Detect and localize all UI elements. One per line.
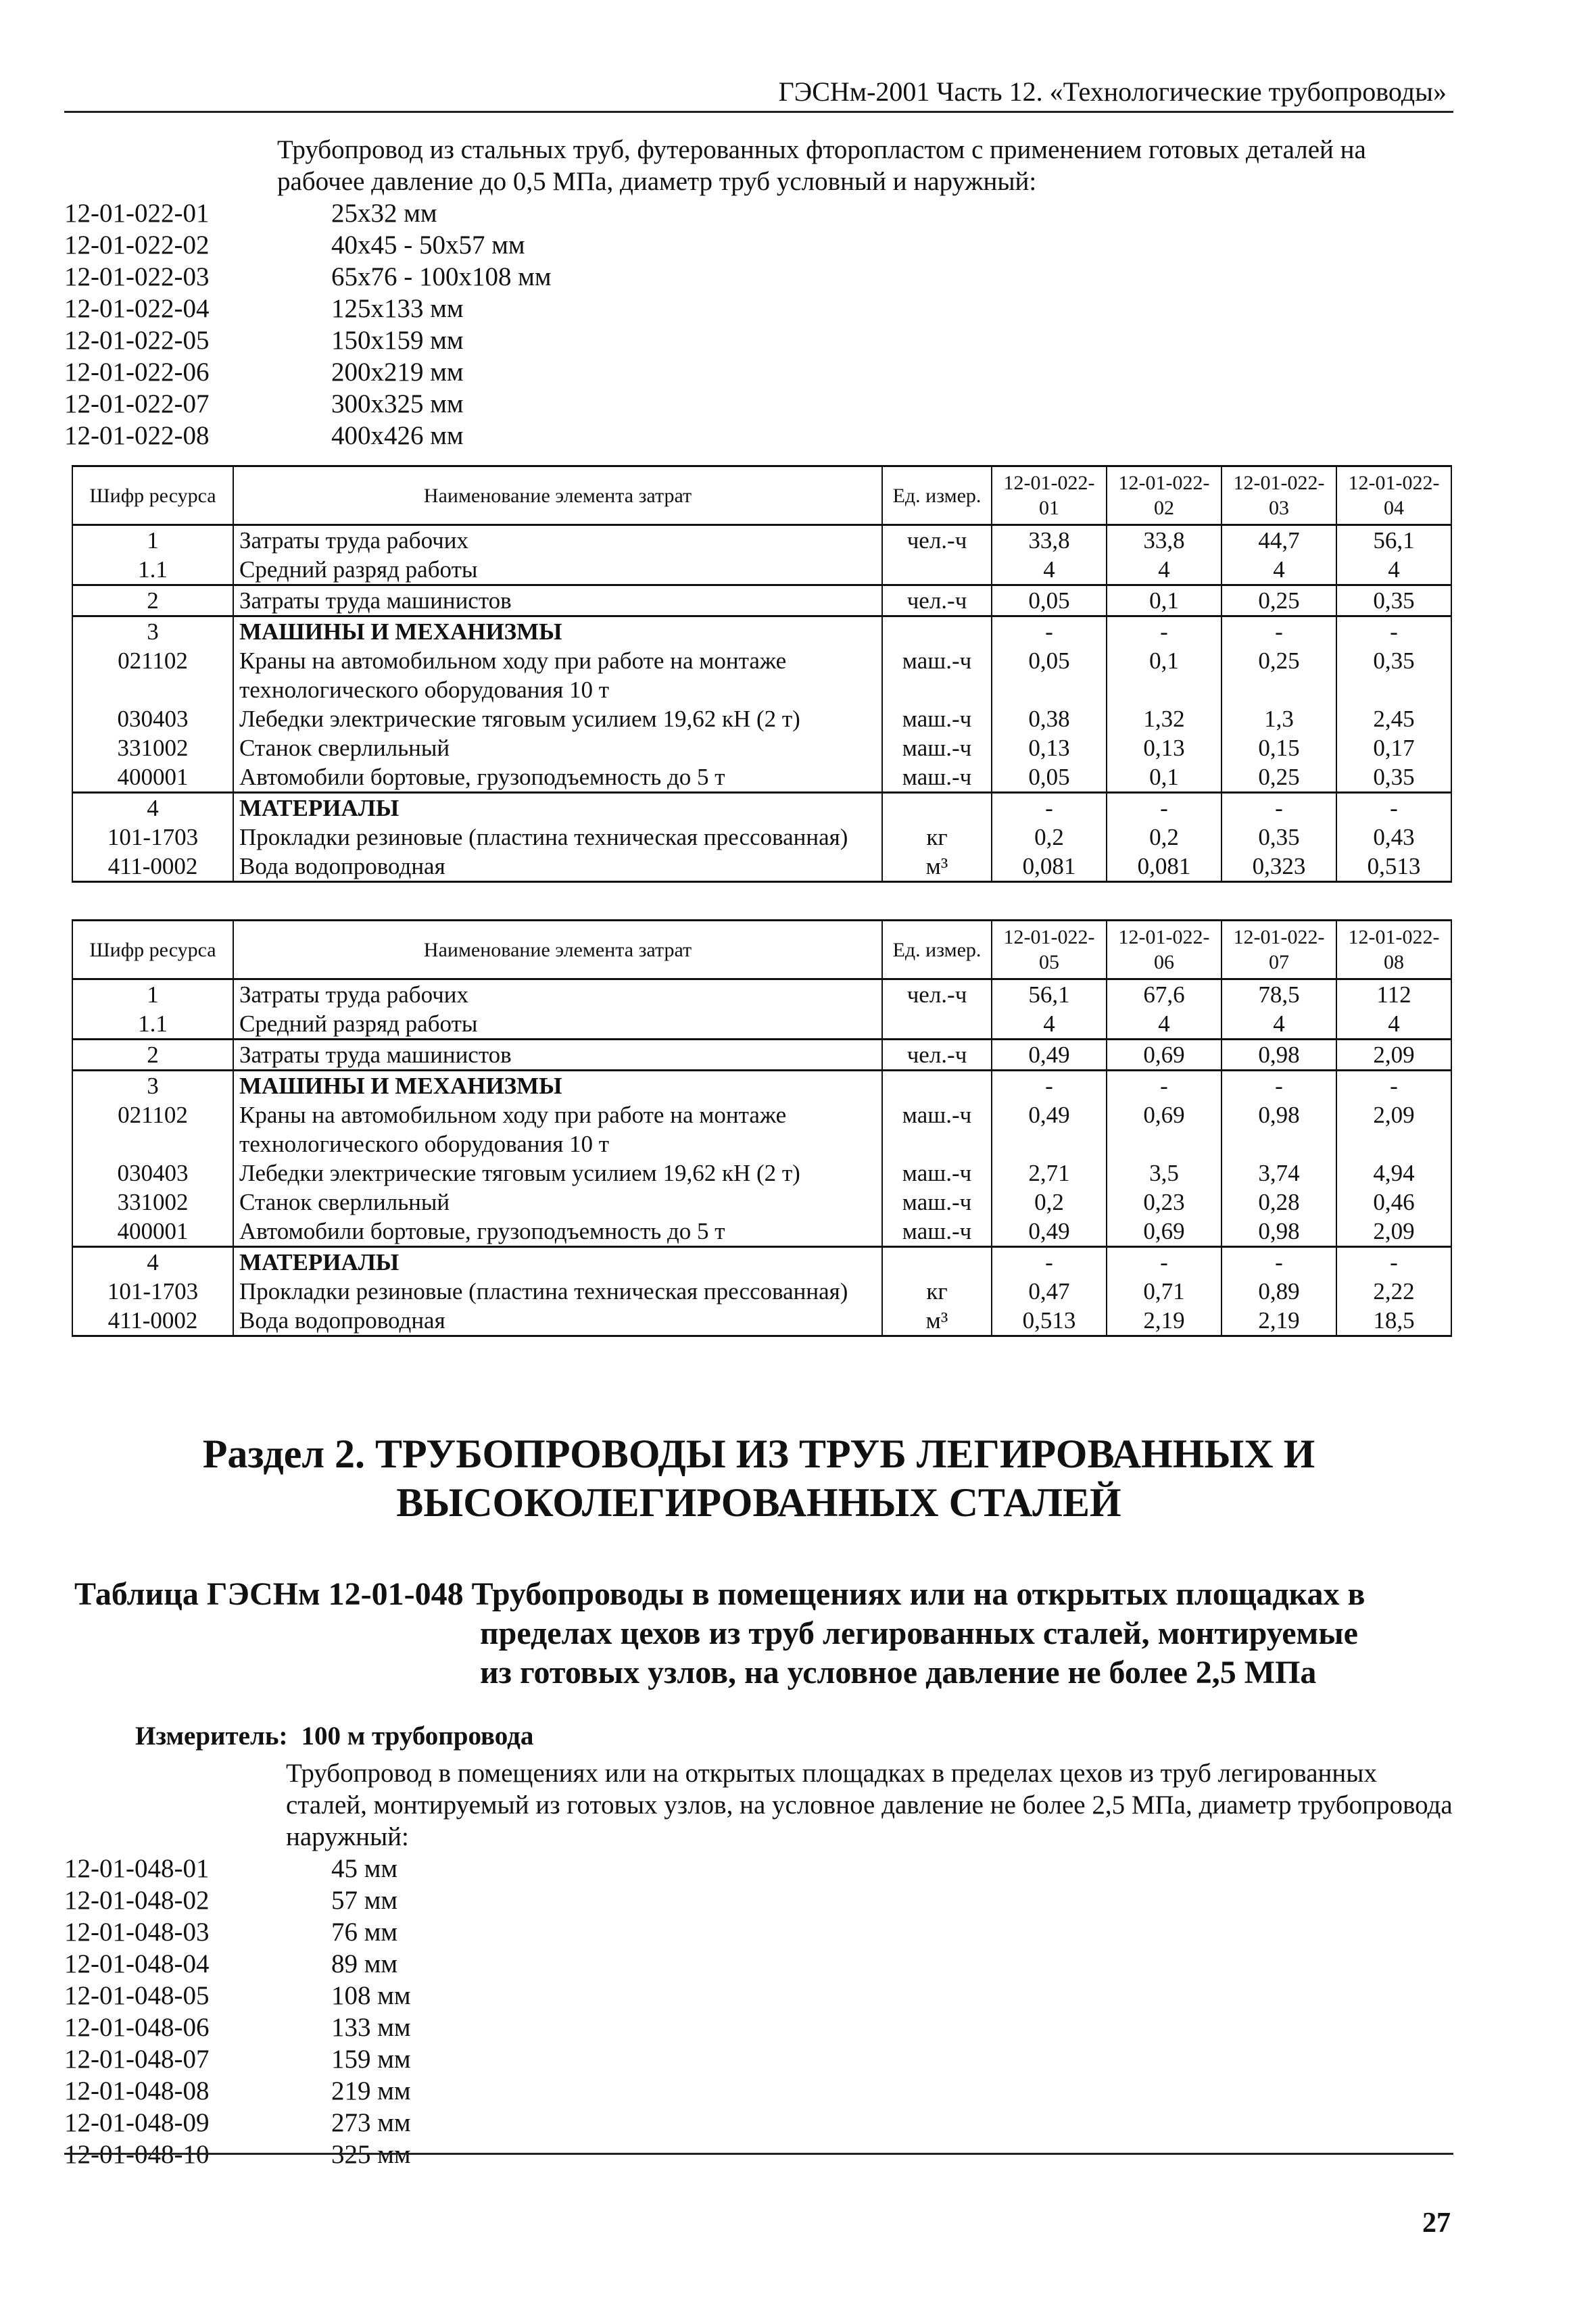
table-header-row	[72, 921, 1451, 979]
cell-name: Станок сверлильный	[233, 1188, 882, 1217]
cell-name: МАШИНЫ И МЕХАНИЗМЫ	[233, 616, 882, 647]
cell-value: -	[1336, 1247, 1451, 1277]
cell-value: 0,1	[1107, 762, 1222, 793]
cell-name: Краны на автомобильном ходу при работе на монтаже технологического оборудования 10 т	[233, 646, 882, 704]
cell-value: 56,1	[992, 979, 1107, 1010]
cell-code: 1	[72, 979, 233, 1010]
table-row	[72, 585, 1451, 616]
table-row	[72, 1071, 1451, 1101]
table-row	[72, 1159, 1451, 1188]
cell-name: Средний разряд работы	[233, 555, 882, 585]
cell-value: 2,19	[1222, 1306, 1336, 1336]
cell-code: 101-1703	[72, 1277, 233, 1306]
cell-value: 4	[1107, 1009, 1222, 1040]
table-title-line-1: Таблица ГЭСНм 12-01-048 Трубопроводы в помещениях или на открытых площадках в	[74, 1576, 1365, 1612]
item-code: 12-01-022-01	[64, 199, 210, 228]
cell-value: 4	[992, 1009, 1107, 1040]
item-code: 12-01-048-05	[64, 1981, 210, 2010]
item-code: 12-01-022-02	[64, 230, 210, 260]
header-col-3: 12-01-022-07	[1222, 921, 1336, 979]
cell-value: 1,32	[1107, 704, 1222, 733]
header-col-2: 12-01-022-02	[1107, 466, 1222, 525]
cell-value: 0,2	[992, 823, 1107, 852]
cell-value: 0,05	[992, 585, 1107, 616]
header-col-4: 12-01-022-04	[1336, 466, 1451, 525]
cell-value: 2,09	[1336, 1100, 1451, 1159]
item-code: 12-01-048-08	[64, 2076, 210, 2105]
cell-code: 3	[72, 1071, 233, 1101]
cell-unit: кг	[882, 1277, 992, 1306]
item-size: 57 мм	[331, 1886, 398, 1915]
header-unit: Ед. измер.	[882, 921, 992, 979]
cell-value: 0,2	[992, 1188, 1107, 1217]
table-row	[72, 1217, 1451, 1247]
item-size: 45 мм	[331, 1854, 398, 1883]
cell-name: Краны на автомобильном ходу при работе на монтаже технологического оборудования 10 т	[233, 1100, 882, 1159]
cell-unit: чел.-ч	[882, 1040, 992, 1071]
cell-value: 0,15	[1222, 733, 1336, 762]
cell-name: Средний разряд работы	[233, 1009, 882, 1040]
cell-value: 33,8	[992, 525, 1107, 556]
meter-label: Измеритель:	[135, 1722, 288, 1751]
cell-value: 0,17	[1336, 733, 1451, 762]
cell-value: 18,5	[1336, 1306, 1451, 1336]
item-size: 125х133 мм	[331, 294, 464, 323]
cell-code: 030403	[72, 1159, 233, 1188]
item-code: 12-01-022-05	[64, 326, 210, 355]
cell-unit: чел.-ч	[882, 585, 992, 616]
cell-value: -	[1222, 1071, 1336, 1101]
cell-code: 101-1703	[72, 823, 233, 852]
cell-value: 0,23	[1107, 1188, 1222, 1217]
cell-value: 0,89	[1222, 1277, 1336, 1306]
bottom-rule	[64, 2153, 1453, 2155]
item-code: 12-01-022-08	[64, 421, 210, 450]
cell-code: 331002	[72, 733, 233, 762]
item-code: 12-01-048-10	[64, 2140, 210, 2169]
cell-value: 4	[1336, 1009, 1451, 1040]
cell-value: 0,25	[1222, 585, 1336, 616]
item-code: 12-01-048-06	[64, 2013, 210, 2042]
cell-value: 0,98	[1222, 1217, 1336, 1247]
cell-value: 0,69	[1107, 1100, 1222, 1159]
table-row	[72, 852, 1451, 882]
table-row	[72, 704, 1451, 733]
header-name: Наименование элемента затрат	[233, 466, 882, 525]
cell-value: 4	[1222, 555, 1336, 585]
cell-value: -	[1336, 793, 1451, 823]
table-row	[72, 979, 1451, 1010]
cell-code: 2	[72, 1040, 233, 1071]
cell-name: Автомобили бортовые, грузоподъемность до 5 т	[233, 762, 882, 793]
cell-code: 021102	[72, 646, 233, 704]
cell-value: -	[1222, 1247, 1336, 1277]
cell-value: 0,081	[1107, 852, 1222, 882]
table-row	[72, 1040, 1451, 1071]
cell-value: 0,13	[1107, 733, 1222, 762]
header-name: Наименование элемента затрат	[233, 921, 882, 979]
header-col-3: 12-01-022-03	[1222, 466, 1336, 525]
cell-code: 400001	[72, 762, 233, 793]
table-row	[72, 1247, 1451, 1277]
cell-unit	[882, 1071, 992, 1101]
cell-value: 3,5	[1107, 1159, 1222, 1188]
cell-value: 0,05	[992, 646, 1107, 704]
cell-unit: кг	[882, 823, 992, 852]
cell-value: 56,1	[1336, 525, 1451, 556]
cell-value: -	[1107, 616, 1222, 647]
cell-value: 4	[1222, 1009, 1336, 1040]
intro-description: Трубопровод из стальных труб, футерованных фторопластом с применением готовых деталей на рабочее давление до 0,5 МПа, диаметр труб условный и наружный:	[277, 135, 1366, 196]
table-header-row	[72, 466, 1451, 525]
cell-value: 4	[1107, 555, 1222, 585]
cell-value: 0,71	[1107, 1277, 1222, 1306]
item-size: 400х426 мм	[331, 421, 464, 450]
item-size: 133 мм	[331, 2013, 411, 2042]
item-code: 12-01-048-04	[64, 1949, 210, 1978]
table-row	[72, 646, 1451, 704]
cell-name: Прокладки резиновые (пластина техническая прессованная)	[233, 823, 882, 852]
cell-code: 4	[72, 1247, 233, 1277]
cell-value: 4	[1336, 555, 1451, 585]
cell-value: 112	[1336, 979, 1451, 1010]
cell-value: 0,38	[992, 704, 1107, 733]
table-title-line-2: пределах цехов из труб легированных сталей, монтируемые	[480, 1615, 1358, 1651]
cell-code: 1.1	[72, 555, 233, 585]
intro-section-048	[64, 1757, 1453, 2170]
item-size: 325 мм	[331, 2140, 411, 2169]
cell-unit: маш.-ч	[882, 762, 992, 793]
cell-value: 0,35	[1222, 823, 1336, 852]
cell-value: 0,35	[1336, 762, 1451, 793]
cell-unit	[882, 616, 992, 647]
cell-value: 0,28	[1222, 1188, 1336, 1217]
cell-value: 0,98	[1222, 1040, 1336, 1071]
cell-value: 3,74	[1222, 1159, 1336, 1188]
item-size: 300х325 мм	[331, 389, 464, 418]
cell-value: 0,513	[1336, 852, 1451, 882]
cell-value: 0,35	[1336, 646, 1451, 704]
cell-name: Лебедки электрические тяговым усилием 19,62 кН (2 т)	[233, 704, 882, 733]
code-list	[64, 1853, 1453, 2170]
cell-code: 411-0002	[72, 1306, 233, 1336]
table-row	[72, 793, 1451, 823]
section-title-line-2: ВЫСОКОЛЕГИРОВАННЫХ СТАЛЕЙ	[396, 1480, 1121, 1525]
cell-name: Затраты труда машинистов	[233, 1040, 882, 1071]
cell-value: 0,69	[1107, 1040, 1222, 1071]
cell-code: 1.1	[72, 1009, 233, 1040]
cell-unit: маш.-ч	[882, 646, 992, 704]
cell-value: 0,513	[992, 1306, 1107, 1336]
cell-value: -	[1336, 1071, 1451, 1101]
cell-name: Затраты труда рабочих	[233, 979, 882, 1010]
item-code: 12-01-022-03	[64, 262, 210, 291]
meter	[135, 1720, 1453, 1752]
table-row	[72, 525, 1451, 556]
table-row	[72, 1100, 1451, 1159]
table-row	[72, 555, 1451, 585]
table-row	[72, 762, 1451, 793]
cell-name: МАТЕРИАЛЫ	[233, 793, 882, 823]
cell-value: -	[1107, 1247, 1222, 1277]
cell-value: 2,09	[1336, 1217, 1451, 1247]
cell-value: 0,69	[1107, 1217, 1222, 1247]
item-size: 159 мм	[331, 2045, 411, 2074]
cell-value: -	[1107, 793, 1222, 823]
cell-value: -	[1336, 616, 1451, 647]
cell-name: Затраты труда машинистов	[233, 585, 882, 616]
item-code: 12-01-048-09	[64, 2108, 210, 2137]
cell-code: 030403	[72, 704, 233, 733]
table-row	[72, 1009, 1451, 1040]
page-number: 27	[1422, 2208, 1451, 2239]
cell-value: 2,22	[1336, 1277, 1451, 1306]
item-code: 12-01-022-07	[64, 389, 210, 418]
cell-name: Станок сверлильный	[233, 733, 882, 762]
cell-value: 0,49	[992, 1040, 1107, 1071]
cell-value: 4,94	[1336, 1159, 1451, 1188]
cell-value: -	[1222, 793, 1336, 823]
running-title: ГЭСНм-2001 Часть 12. «Технологические трубопроводы»	[778, 76, 1447, 107]
cell-code: 400001	[72, 1217, 233, 1247]
cell-value: -	[992, 1071, 1107, 1101]
cell-unit: маш.-ч	[882, 1188, 992, 1217]
cell-name: Затраты труда рабочих	[233, 525, 882, 556]
cell-value: -	[1222, 616, 1336, 647]
table-row	[72, 1306, 1451, 1336]
cell-value: 0,25	[1222, 646, 1336, 704]
header-col-2: 12-01-022-06	[1107, 921, 1222, 979]
cell-value: 67,6	[1107, 979, 1222, 1010]
table-title-line-3: из готовых узлов, на условное давление не более 2,5 МПа	[480, 1655, 1317, 1690]
cell-unit: маш.-ч	[882, 704, 992, 733]
cell-value: 2,19	[1107, 1306, 1222, 1336]
meter-value: 100 м трубопровода	[301, 1722, 534, 1751]
cell-unit	[882, 793, 992, 823]
cell-value: 4	[992, 555, 1107, 585]
cell-unit: маш.-ч	[882, 1159, 992, 1188]
header-unit: Ед. измер.	[882, 466, 992, 525]
item-size: 273 мм	[331, 2108, 411, 2137]
header-code: Шифр ресурса	[72, 921, 233, 979]
cell-code: 331002	[72, 1188, 233, 1217]
item-code: 12-01-048-07	[64, 2045, 210, 2074]
cell-value: 0,2	[1107, 823, 1222, 852]
cell-code: 021102	[72, 1100, 233, 1159]
cell-value: 0,49	[992, 1217, 1107, 1247]
table-row	[72, 1188, 1451, 1217]
cell-value: -	[992, 1247, 1107, 1277]
cell-value: 0,98	[1222, 1100, 1336, 1159]
cell-unit: м³	[882, 852, 992, 882]
item-code: 12-01-048-01	[64, 1854, 210, 1883]
item-size: 150х159 мм	[331, 326, 464, 355]
cell-value: 0,35	[1336, 585, 1451, 616]
cell-unit: маш.-ч	[882, 1217, 992, 1247]
cell-name: Автомобили бортовые, грузоподъемность до 5 т	[233, 1217, 882, 1247]
cell-value: 0,05	[992, 762, 1107, 793]
cell-value: 0,323	[1222, 852, 1336, 882]
item-code: 12-01-048-03	[64, 1918, 210, 1947]
cell-value: 0,1	[1107, 585, 1222, 616]
section-title	[64, 1430, 1453, 1527]
cell-unit: м³	[882, 1306, 992, 1336]
section-title-line-1: Раздел 2. ТРУБОПРОВОДЫ ИЗ ТРУБ ЛЕГИРОВАННЫХ И	[202, 1432, 1315, 1476]
cell-value: 2,09	[1336, 1040, 1451, 1071]
header-col-4: 12-01-022-08	[1336, 921, 1451, 979]
header-col-1: 12-01-022-05	[992, 921, 1107, 979]
item-size: 76 мм	[331, 1918, 398, 1947]
cell-value: -	[992, 793, 1107, 823]
intro-section-022	[64, 134, 1453, 452]
table-row	[72, 733, 1451, 762]
resource-table-1	[72, 465, 1452, 883]
cell-value: 0,47	[992, 1277, 1107, 1306]
table-row	[72, 616, 1451, 647]
item-code: 12-01-022-04	[64, 294, 210, 323]
cell-code: 3	[72, 616, 233, 647]
item-code: 12-01-048-02	[64, 1886, 210, 1915]
cell-code: 2	[72, 585, 233, 616]
table-title	[74, 1575, 1453, 1692]
cell-value: 44,7	[1222, 525, 1336, 556]
cell-code: 1	[72, 525, 233, 556]
item-code: 12-01-022-06	[64, 358, 210, 387]
code-list	[64, 197, 1453, 452]
intro-description: Трубопровод в помещениях или на открытых площадках в пределах цехов из труб легированных сталей, монтируемый из готовых узлов, на условное давление не более 2,5 МПа, диаметр трубопровода наружный:	[286, 1759, 1453, 1851]
item-size: 25х32 мм	[331, 199, 437, 228]
cell-name: Лебедки электрические тяговым усилием 19,62 кН (2 т)	[233, 1159, 882, 1188]
cell-value: 2,71	[992, 1159, 1107, 1188]
item-size: 108 мм	[331, 1981, 411, 2010]
cell-name: МАШИНЫ И МЕХАНИЗМЫ	[233, 1071, 882, 1101]
table-row	[72, 823, 1451, 852]
table-row	[72, 1277, 1451, 1306]
item-size: 200х219 мм	[331, 358, 464, 387]
cell-unit: чел.-ч	[882, 525, 992, 556]
cell-name: Прокладки резиновые (пластина техническая прессованная)	[233, 1277, 882, 1306]
cell-name: Вода водопроводная	[233, 1306, 882, 1336]
resource-table-2	[72, 919, 1452, 1337]
header-code: Шифр ресурса	[72, 466, 233, 525]
cell-unit: маш.-ч	[882, 1100, 992, 1159]
cell-value: 0,081	[992, 852, 1107, 882]
item-size: 40х45 - 50х57 мм	[331, 230, 525, 260]
cell-value: 0,13	[992, 733, 1107, 762]
cell-code: 4	[72, 793, 233, 823]
cell-code: 411-0002	[72, 852, 233, 882]
cell-value: 0,25	[1222, 762, 1336, 793]
item-size: 89 мм	[331, 1949, 398, 1978]
header-col-1: 12-01-022-01	[992, 466, 1107, 525]
cell-value: 0,46	[1336, 1188, 1451, 1217]
cell-value: -	[992, 616, 1107, 647]
cell-unit: чел.-ч	[882, 979, 992, 1010]
cell-name: МАТЕРИАЛЫ	[233, 1247, 882, 1277]
cell-value: 2,45	[1336, 704, 1451, 733]
cell-name: Вода водопроводная	[233, 852, 882, 882]
cell-unit: маш.-ч	[882, 733, 992, 762]
cell-value: 0,43	[1336, 823, 1451, 852]
cell-value: 1,3	[1222, 704, 1336, 733]
cell-value: 78,5	[1222, 979, 1336, 1010]
cell-value: 0,49	[992, 1100, 1107, 1159]
cell-value: -	[1107, 1071, 1222, 1101]
item-size: 219 мм	[331, 2076, 411, 2105]
item-size: 65х76 - 100х108 мм	[331, 262, 552, 291]
cell-value: 0,1	[1107, 646, 1222, 704]
cell-unit	[882, 1009, 992, 1040]
page-header	[64, 70, 1453, 113]
cell-unit	[882, 1247, 992, 1277]
cell-unit	[882, 555, 992, 585]
cell-value: 33,8	[1107, 525, 1222, 556]
